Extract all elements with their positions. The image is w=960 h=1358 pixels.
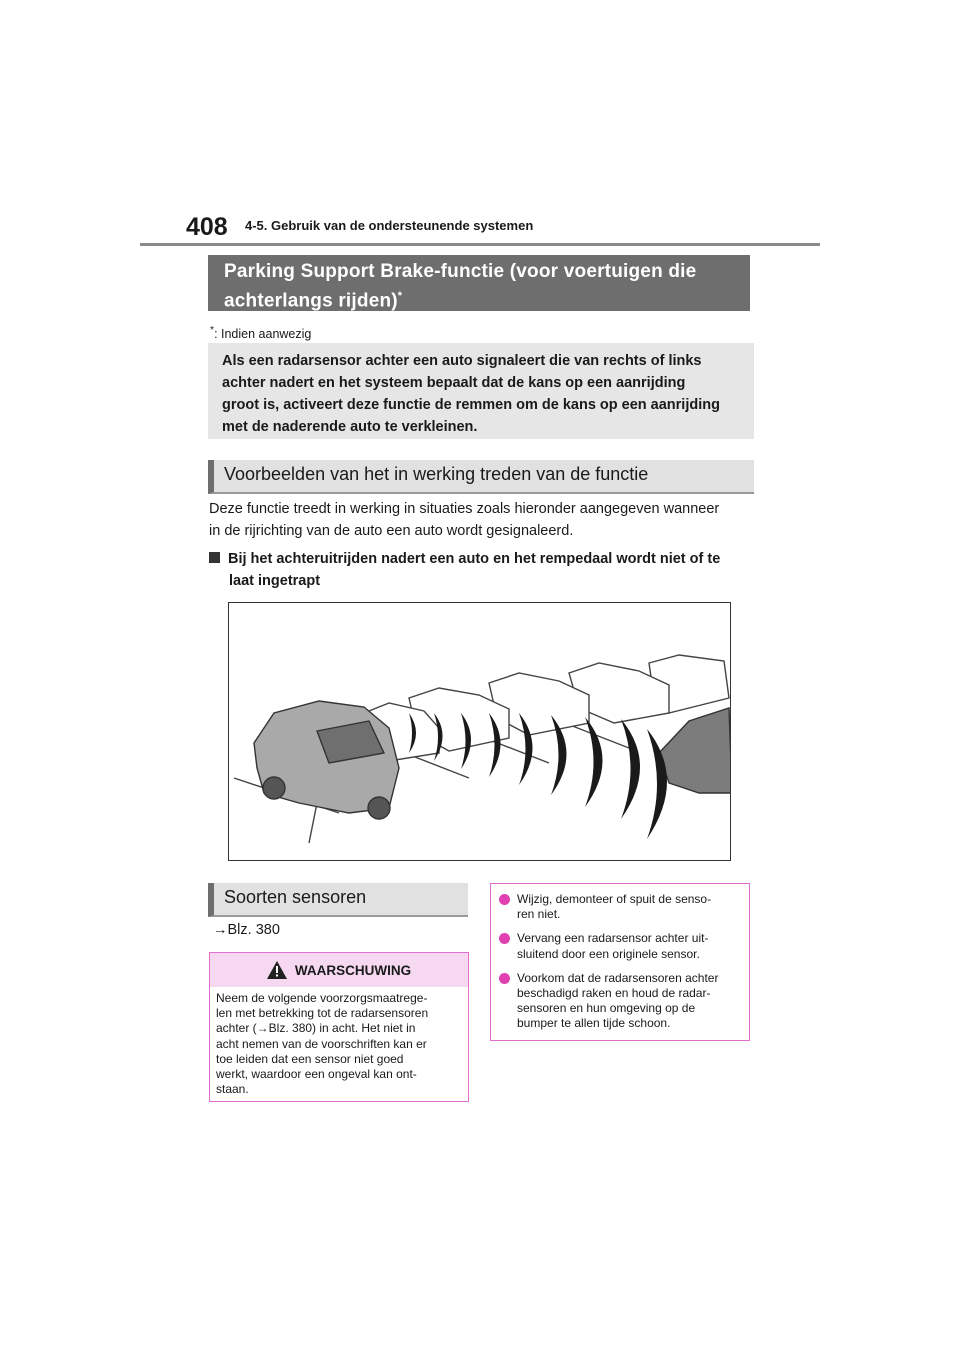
header-rule: [140, 243, 820, 246]
precaution-line: sensoren en hun omgeving op de: [517, 1001, 696, 1016]
precaution-item: [499, 931, 741, 961]
precaution-line: bumper te allen tijde schoon.: [517, 1016, 671, 1031]
bullet-dot-icon: [499, 894, 510, 905]
sensors-heading: Soorten sensoren: [208, 883, 468, 917]
warning-triangle-icon: [267, 961, 287, 979]
footnote-mark: *: [397, 290, 403, 302]
approaching-car: [659, 708, 731, 793]
bullet-dot-icon: [499, 933, 510, 944]
case-line1: Bij het achteruitrijden nadert een auto en het rempedaal wordt niet of te: [228, 551, 721, 567]
footnote-asterisk: *: [210, 325, 215, 336]
case-heading: [209, 548, 754, 592]
section-title-line1: Parking Support Brake-functie (voor voertuigen die: [224, 261, 697, 282]
lead-line: Als een radarsensor achter een auto signaleert die van rechts of links: [222, 353, 702, 369]
section-title-text: achterlangs rijden): [224, 290, 398, 312]
footnote: [210, 325, 311, 341]
section-title-line2: [224, 284, 738, 313]
page-number: 408: [186, 213, 228, 241]
square-bullet-icon: [209, 552, 220, 563]
case-line2: laat ingetrapt: [229, 573, 321, 589]
precaution-item: [499, 971, 741, 1032]
chapter-title: 4-5. Gebruik van de ondersteunende systemen: [245, 218, 534, 233]
warning-line: achter (→Blz. 380) in acht. Het niet in: [216, 1021, 416, 1036]
precaution-line: sluitend door een originele sensor.: [517, 946, 700, 961]
footnote-text: : Indien aanwezig: [214, 327, 312, 342]
warning-line: len met betrekking tot de radarsensoren: [216, 1006, 429, 1021]
warning-line: staan.: [216, 1082, 249, 1097]
para-line: Deze functie treedt in werking in situaties zoals hieronder aangegeven wanneer: [209, 501, 720, 517]
para-line: in de rijrichting van de auto een auto wordt gesignaleerd.: [209, 523, 574, 539]
warning-line: Neem de volgende voorzorgsmaatrege-: [216, 991, 428, 1005]
warning-line: toe leiden dat een sensor niet goed: [216, 1051, 404, 1066]
parking-scene-svg: [229, 603, 731, 861]
precautions-box: [490, 883, 750, 1041]
lead-line: achter nadert en het systeem bepaalt dat de kans op een aanrijding: [222, 375, 686, 391]
precaution-line: Wijzig, demonteer of spuit de senso-: [517, 892, 712, 906]
parking-illustration: [228, 602, 731, 861]
lead-line: groot is, activeert deze functie de remmen om de kans op een aanrijding: [222, 397, 720, 413]
precaution-line: Vervang een radarsensor achter uit-: [517, 931, 709, 946]
page-reference-link[interactable]: →Blz. 380: [213, 922, 280, 938]
examples-heading: Voorbeelden van het in werking treden van de functie: [208, 460, 754, 494]
warning-body: [210, 987, 468, 1097]
warning-header: [210, 953, 468, 987]
warning-box: [209, 952, 469, 1102]
lead-summary-box: [208, 343, 754, 439]
section-title-box: [208, 255, 750, 311]
lead-line: met de naderende auto te verkleinen.: [222, 419, 478, 435]
precaution-item: [499, 892, 741, 922]
precaution-line: Voorkom dat de radarsensoren achter: [517, 970, 719, 985]
warning-line: acht nemen van de voorschriften kan er: [216, 1036, 427, 1051]
precaution-line: beschadigd raken en houd de radar-: [517, 986, 711, 1001]
examples-paragraph: [209, 498, 754, 542]
bullet-dot-icon: [499, 973, 510, 984]
warning-line: werkt, waardoor een ongeval kan ont-: [216, 1067, 417, 1082]
warning-title: WAARSCHUWING: [294, 962, 412, 978]
precaution-line: ren niet.: [517, 907, 561, 922]
reversing-car: [254, 701, 399, 819]
